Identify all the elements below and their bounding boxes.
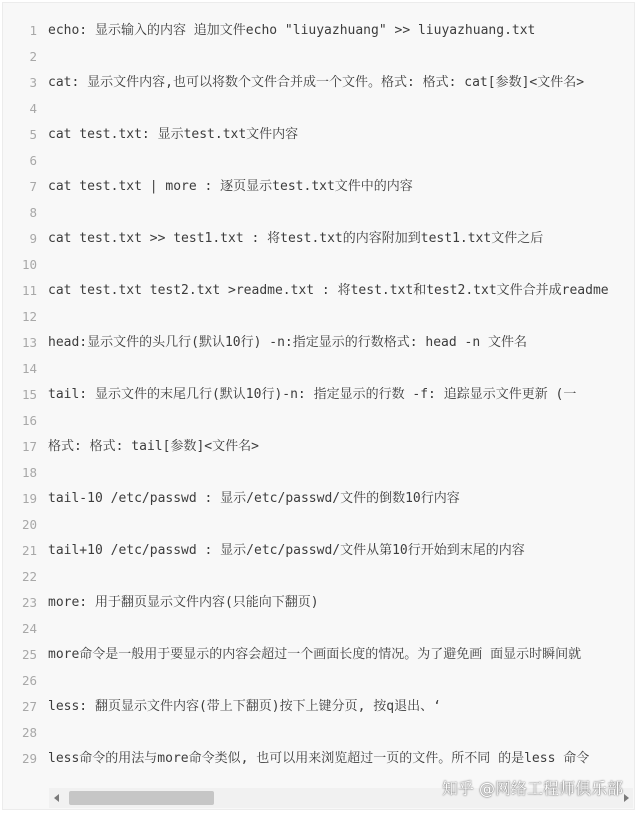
line-number: 16 (21, 413, 37, 428)
code-line (3, 356, 634, 382)
code-text: tail+10 /etc/passwd : 显示/etc/passwd/文件从第10行开始到末尾的内容 (48, 543, 525, 558)
code-line (3, 304, 634, 330)
line-number: 6 (29, 153, 37, 168)
code-line (3, 226, 634, 252)
line-number: 25 (21, 647, 37, 662)
code-line (3, 148, 634, 174)
line-number: 10 (21, 257, 37, 272)
line-number: 8 (29, 205, 37, 220)
line-number: 5 (29, 127, 37, 142)
code-line (3, 590, 634, 616)
code-text: cat test.txt test2.txt >readme.txt : 将test.txt和test2.txt文件合并成readme (48, 283, 609, 298)
code-line (3, 616, 634, 642)
code-line (3, 96, 634, 122)
watermark: 知乎 @网络工程师俱乐部 (441, 779, 623, 798)
code-text: cat test.txt >> test1.txt : 将test.txt的内容附加到test1.txt文件之后 (48, 231, 544, 246)
code-block (2, 2, 635, 810)
scroll-left-arrow-icon[interactable] (49, 788, 63, 808)
code-line (3, 174, 634, 200)
line-number: 26 (21, 673, 37, 688)
code-line (3, 694, 634, 720)
code-line (3, 70, 634, 96)
code-line (3, 720, 634, 746)
code-line (3, 486, 634, 512)
line-number: 19 (21, 491, 37, 506)
line-number: 9 (29, 231, 37, 246)
line-number: 12 (21, 309, 37, 324)
line-number: 27 (21, 699, 37, 714)
code-line (3, 668, 634, 694)
line-number: 2 (29, 49, 37, 64)
code-line (3, 460, 634, 486)
code-line (3, 434, 634, 460)
code-line (3, 564, 634, 590)
line-number: 3 (29, 75, 37, 90)
line-number: 29 (21, 751, 37, 766)
code-line (3, 642, 634, 668)
code-line (3, 382, 634, 408)
code-line (3, 252, 634, 278)
code-line (3, 278, 634, 304)
code-line (3, 330, 634, 356)
line-number: 21 (21, 543, 37, 558)
code-text: cat test.txt | more : 逐页显示test.txt文件中的内容 (48, 179, 413, 194)
code-line (3, 408, 634, 434)
line-number: 11 (21, 283, 37, 298)
line-number: 28 (21, 725, 37, 740)
line-number: 1 (29, 23, 37, 38)
code-line (3, 18, 634, 44)
line-number: 14 (21, 361, 37, 376)
line-number: 18 (21, 465, 37, 480)
code-line (3, 44, 634, 70)
code-text: more: 用于翻页显示文件内容(只能向下翻页) (48, 595, 319, 610)
code-text: tail-10 /etc/passwd : 显示/etc/passwd/文件的倒数10行内容 (48, 491, 460, 506)
line-number: 20 (21, 517, 37, 532)
code-line (3, 512, 634, 538)
code-text: echo: 显示输入的内容 追加文件echo "liuyazhuang" >> liuyazhuang.txt (48, 23, 536, 38)
code-text: 格式: 格式: tail[参数]<文件名> (48, 439, 259, 454)
code-text: head:显示文件的头几行(默认10行) -n:指定显示的行数格式: head -n 文件名 (48, 335, 528, 350)
line-number: 23 (21, 595, 37, 610)
code-text: cat: 显示文件内容,也可以将数个文件合并成一个文件。格式: 格式: cat[参数]<文件名> (48, 75, 585, 90)
code-line (3, 746, 634, 772)
code-text: tail: 显示文件的末尾几行(默认10行)-n: 指定显示的行数 -f: 追踪显示文件更新 (一 (48, 387, 577, 402)
code-line (3, 538, 634, 564)
line-number: 4 (29, 101, 37, 116)
code-line (3, 200, 634, 226)
code-text: more命令是一般用于要显示的内容会超过一个画面长度的情况。为了避免画 面显示时瞬间就 (48, 647, 582, 662)
code-text: cat test.txt: 显示test.txt文件内容 (48, 127, 299, 142)
line-number: 17 (21, 439, 37, 454)
line-number: 15 (21, 387, 37, 402)
line-number: 22 (21, 569, 37, 584)
scrollbar-thumb[interactable] (69, 791, 214, 805)
code-line (3, 122, 634, 148)
code-text: less: 翻页显示文件内容(带上下翻页)按下上键分页, 按q退出、‘ (48, 699, 441, 714)
line-number: 24 (21, 621, 37, 636)
code-text: less命令的用法与more命令类似, 也可以用来浏览超过一页的文件。所不同 的是less 命令 (48, 751, 590, 766)
line-number: 13 (21, 335, 37, 350)
line-number: 7 (29, 179, 37, 194)
